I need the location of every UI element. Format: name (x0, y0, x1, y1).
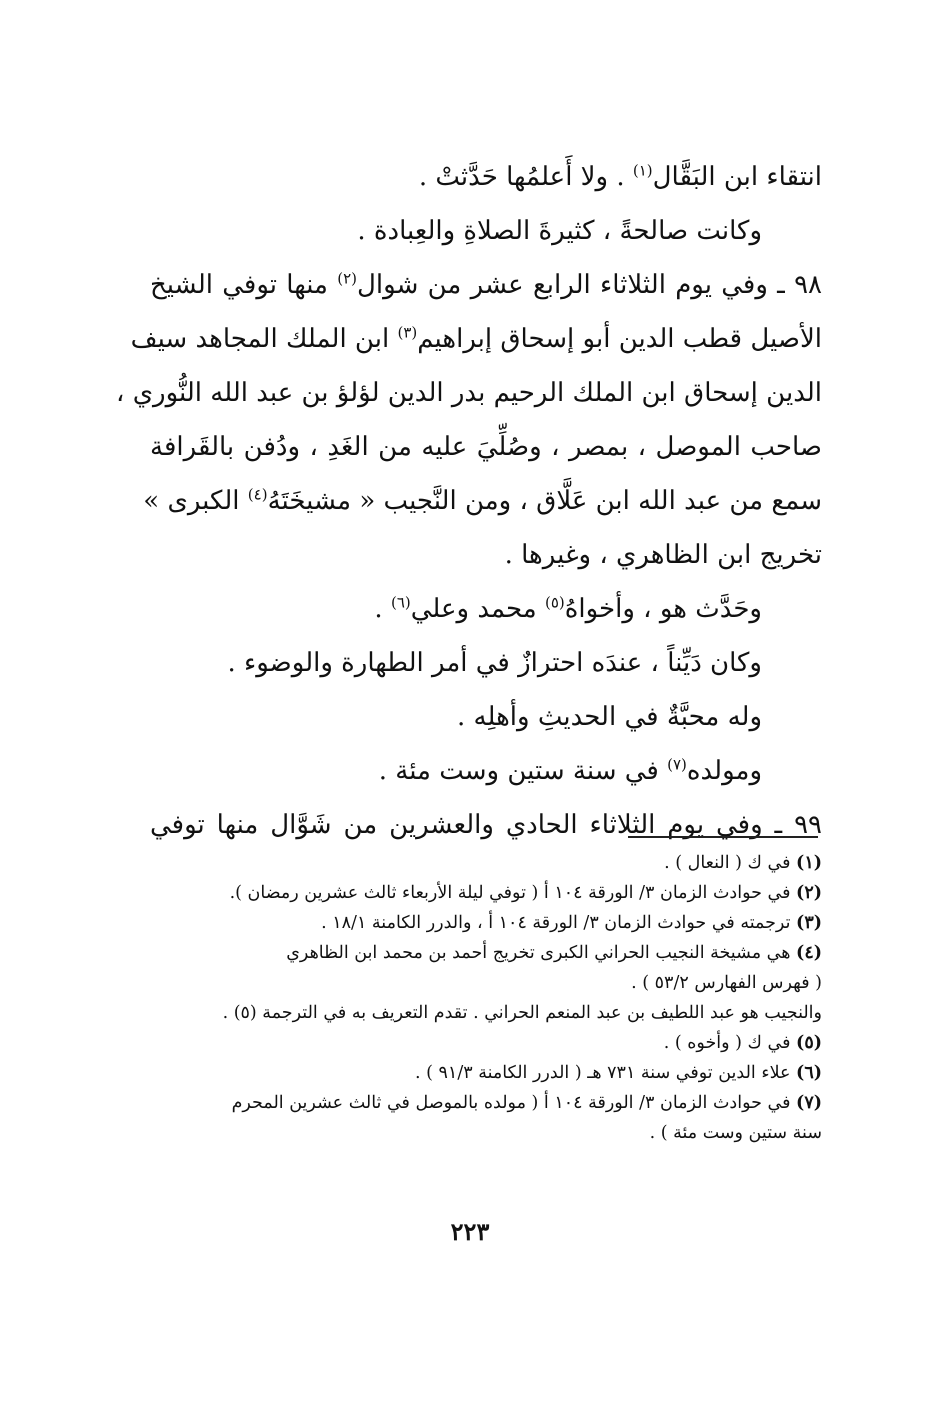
footnote-text: ( فهرس الفهارس ٥٣/٢ ) . (631, 973, 822, 993)
footnote-number: (٧) (796, 1093, 822, 1113)
text-segment: ٩٨ ـ وفي يوم الثلاثاء الرابع عشر من شوال (357, 270, 822, 300)
footnote-marker: (٢) (337, 269, 358, 288)
text-line (150, 744, 822, 798)
footnote (150, 848, 822, 878)
text-segment: وحَدَّث هو ، وأخواهُ (564, 594, 762, 624)
text-line: وكان دَيِّناً ، عندَه احترازٌ في أمر الطهارة والوضوء . (227, 648, 762, 678)
footnote-marker: (٦) (390, 593, 411, 612)
text-segment: . (374, 594, 391, 624)
text-segment: الكبرى » (143, 486, 248, 516)
text-line: الدين إسحاق ابن الملك الرحيم بدر الدين لؤلؤ بن عبد الله النُّوري ، (116, 378, 822, 408)
footnote-marker: (٤) (247, 485, 268, 504)
footnote (150, 878, 822, 908)
footnote-continuation (150, 968, 822, 998)
text-line (150, 582, 822, 636)
text-segment: سمع من عبد الله ابن عَلَّاق ، ومن النَّجيب « مشيخَتَهُ (267, 486, 822, 516)
footnote-number: (٣) (796, 913, 822, 933)
footnote-text: في حوادث الزمان ٣/ الورقة ١٠٤ أ ( مولده بالموصل في ثالث عشرين المحرم (231, 1093, 797, 1113)
text-segment: منها توفي الشيخ (150, 270, 338, 300)
text-segment: الأصيل قطب الدين أبو إسحاق إبراهيم (417, 324, 822, 354)
text-segment: محمد وعلي (410, 594, 545, 624)
footnote-text: علاء الدين توفي سنة ٧٣١ هـ ( الدرر الكامنة ٩١/٣ ) . (415, 1063, 797, 1083)
footnote-marker: (٥) (545, 593, 565, 612)
footnote-continuation (150, 1118, 822, 1148)
footnote (150, 1058, 822, 1088)
footnote-marker: (٧) (667, 755, 687, 774)
footnote-continuation (150, 998, 822, 1028)
footnote-marker: (١) (632, 161, 653, 180)
text-line (150, 150, 822, 204)
footnote-number: (٤) (796, 943, 822, 963)
text-line (150, 258, 822, 312)
footnote (150, 938, 822, 968)
footnotes (150, 848, 822, 1148)
text-line: وكانت صالحةً ، كثيرةَ الصلاةِ والعِبادة . (357, 216, 762, 246)
text-line: تخريج ابن الظاهري ، وغيرها . (504, 540, 822, 570)
footnote-text: هي مشيخة النجيب الحراني الكبرى تخريج أحمد بن محمد ابن الظاهري (286, 943, 797, 963)
footnote-number: (٢) (796, 883, 822, 903)
text-segment: انتقاء ابن البَقَّال (652, 162, 822, 192)
footnote (150, 908, 822, 938)
text-segment: في سنة ستين وست مئة . (378, 756, 668, 786)
footnote (150, 1088, 822, 1118)
footnote-text: سنة ستين وست مئة ) . (649, 1123, 822, 1143)
footnote-number: (٦) (796, 1063, 822, 1083)
text-line: صاحب الموصل ، بمصر ، وصُلِّيَ عليه من الغَدِ ، ودُفن بالقَرافة (150, 432, 822, 462)
footnote-number: (٥) (796, 1033, 822, 1053)
footnote-separator (628, 836, 818, 838)
text-line: وله محبَّةٌ في الحديثِ وأهلِه . (457, 702, 762, 732)
footnote-text: في ك ( وأخوه ) . (663, 1033, 797, 1053)
footnote-text: ترجمته في حوادث الزمان ٣/ الورقة ١٠٤ أ ، والدرر الكامنة ١٨/١ . (321, 913, 797, 933)
text-segment: ومولده (686, 756, 762, 786)
footnote-text: والنجيب هو عبد اللطيف بن عبد المنعم الحراني . تقدم التعريف به في الترجمة (٥) . (222, 1003, 822, 1023)
footnote (150, 1028, 822, 1058)
footnote-text: في ك ( النعال ) . (664, 853, 797, 873)
footnote-marker: (٣) (397, 323, 418, 342)
text-segment: . ولا أَعلمُها حَدَّثتْ . (418, 162, 633, 192)
text-line (130, 312, 822, 366)
text-segment: ابن الملك المجاهد سيف (130, 324, 398, 354)
text-line (143, 474, 822, 528)
footnote-number: (١) (796, 853, 822, 873)
page-number: ٢٢٣ (450, 1217, 490, 1246)
footnote-text: في حوادث الزمان ٣/ الورقة ١٠٤ أ ( توفي ليلة الأربعاء ثالث عشرين رمضان ). (229, 883, 797, 903)
main-text (116, 150, 822, 852)
text-line: ٩٩ ـ وفي يوم الثلاثاء الحادي والعشرين من شَوَّال منها توفي (150, 810, 822, 840)
